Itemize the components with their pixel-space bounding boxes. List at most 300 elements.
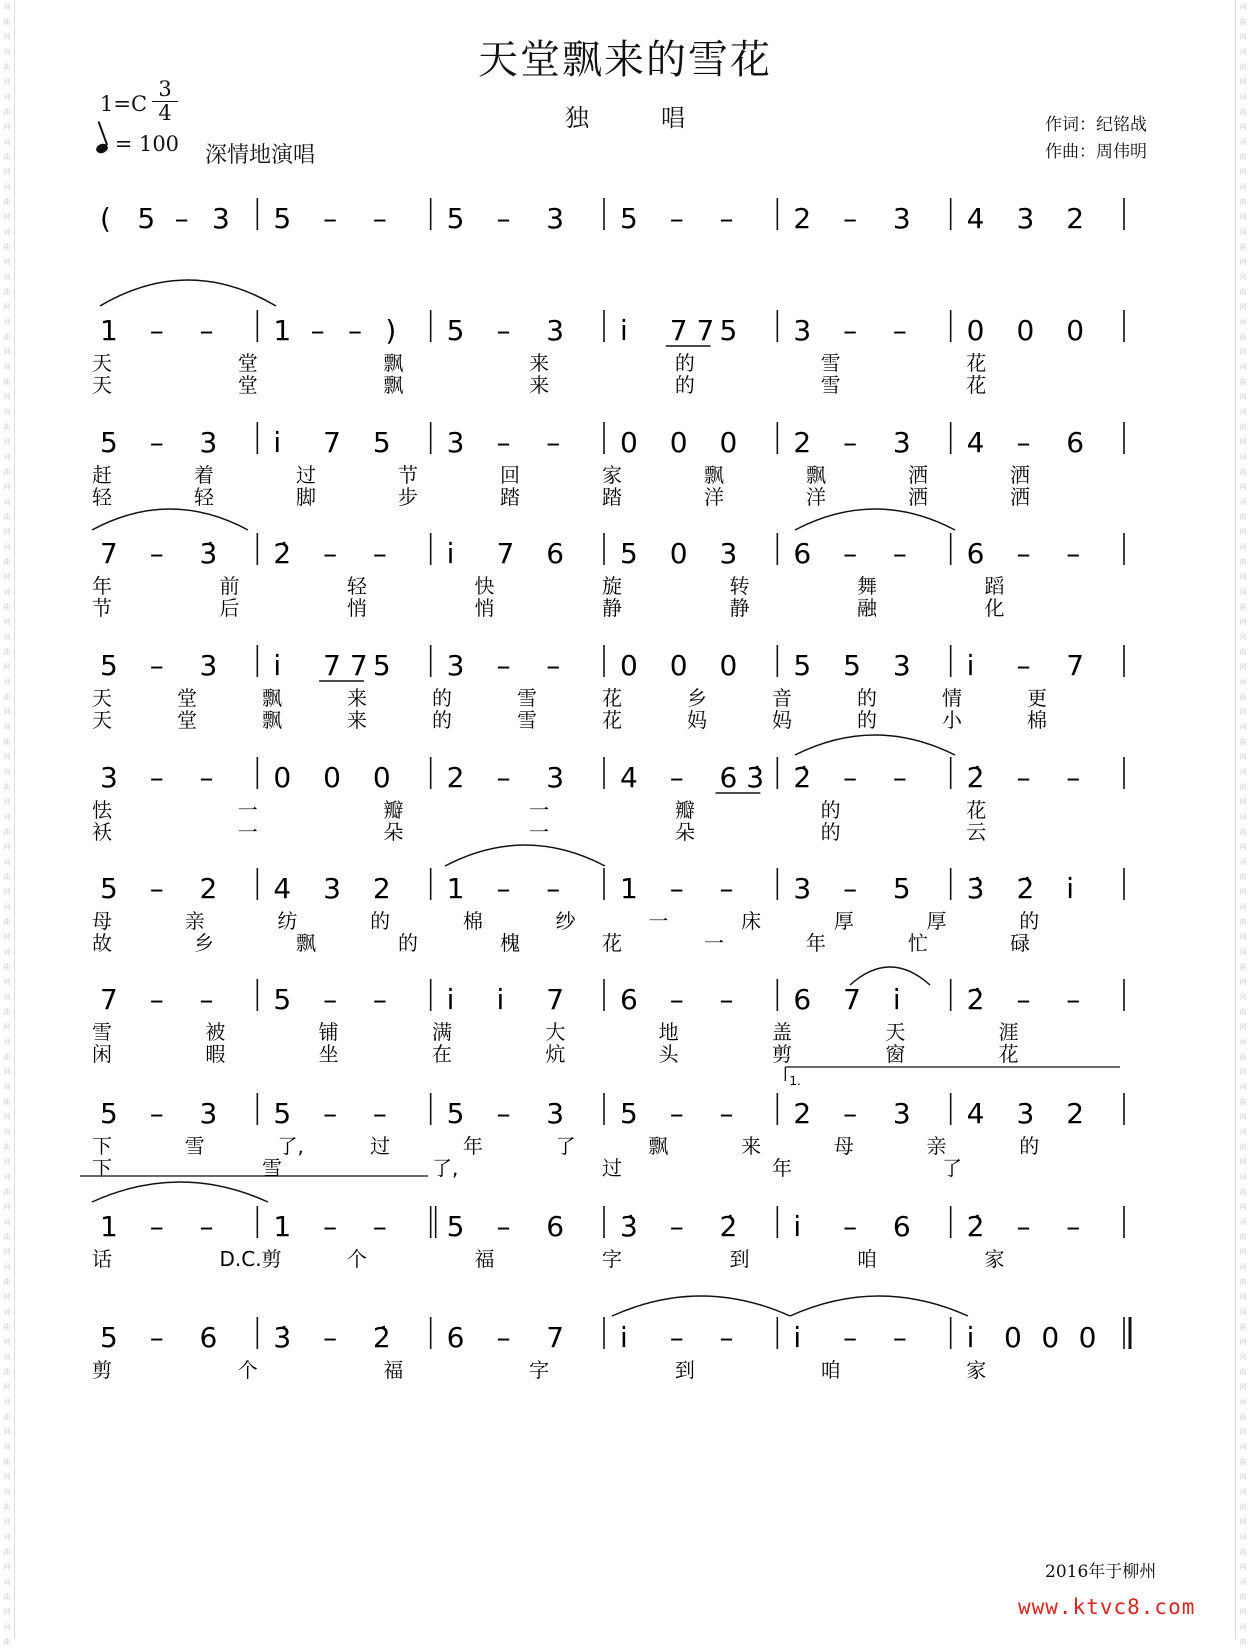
note: – bbox=[669, 761, 684, 794]
lyric-verse-1: 花 bbox=[966, 798, 987, 822]
lyric-verse-2: 堂 bbox=[237, 373, 258, 397]
note: 0 bbox=[1016, 314, 1035, 347]
note: – bbox=[892, 1321, 907, 1354]
lyric-verse-1: 盖 bbox=[772, 1020, 792, 1044]
note: 5 bbox=[446, 202, 465, 235]
lyric-verse-1: 雪 bbox=[184, 1134, 205, 1158]
note: 0 bbox=[372, 761, 391, 794]
lyric-verse-2: 朵 bbox=[674, 820, 695, 844]
note: – bbox=[149, 872, 164, 905]
note: 0 bbox=[1004, 1321, 1022, 1354]
note: 2 bbox=[1066, 1097, 1085, 1130]
note: – bbox=[496, 1097, 511, 1130]
note: 0 bbox=[966, 314, 985, 347]
note: – bbox=[719, 1321, 734, 1354]
footer-note: 2016年于柳州 bbox=[1045, 1562, 1157, 1582]
note: – bbox=[149, 983, 164, 1016]
note: – bbox=[348, 314, 362, 347]
lyric-verse-1: 厚 bbox=[926, 909, 947, 933]
note: – bbox=[496, 426, 511, 459]
note: i̇ bbox=[273, 649, 282, 682]
note: 2 bbox=[793, 202, 812, 235]
lyric-verse-1: 洒 bbox=[908, 463, 928, 487]
note: 5 bbox=[273, 983, 292, 1016]
lyric-verse-2: 的 bbox=[820, 820, 841, 844]
note: 1 bbox=[100, 1210, 118, 1243]
note: 0 bbox=[719, 426, 738, 459]
note: 7 7 bbox=[669, 314, 715, 347]
tie bbox=[92, 1182, 268, 1202]
note: – bbox=[669, 983, 684, 1016]
note: – bbox=[149, 1321, 164, 1354]
note: – bbox=[892, 761, 907, 794]
lyric-verse-1: 前 bbox=[219, 574, 240, 598]
note: 7 bbox=[100, 983, 118, 1016]
lyric-verse-1: 咱 bbox=[857, 1247, 877, 1271]
lyric-verse-1: 更 bbox=[1027, 686, 1047, 710]
note: 6 bbox=[966, 537, 985, 570]
lyric-verse-1: 纱 bbox=[555, 909, 576, 933]
note: 3̇ bbox=[966, 872, 985, 905]
lyric-verse-2: 朵 bbox=[383, 820, 404, 844]
lyric-verse-1: 飘 bbox=[262, 686, 282, 710]
note: – bbox=[719, 872, 734, 905]
note: 4 bbox=[273, 872, 292, 905]
lyric-verse-2: 步 bbox=[398, 485, 418, 509]
note: 3 bbox=[793, 314, 812, 347]
lyric-verse-2: 过 bbox=[602, 1156, 622, 1180]
note: – bbox=[372, 202, 387, 235]
lyric-verse-1: 铺 bbox=[318, 1020, 339, 1044]
lyric-verse-1: 着 bbox=[194, 463, 214, 487]
note: – bbox=[1066, 537, 1081, 570]
note: 7 bbox=[843, 983, 861, 1016]
note: 3 bbox=[892, 649, 911, 682]
lyric-verse-1: 的 bbox=[820, 798, 841, 822]
lyric-verse-1: 过 bbox=[296, 463, 316, 487]
lyric-verse-2: 洒 bbox=[1010, 485, 1030, 509]
lyric-verse-2: 忙 bbox=[908, 931, 928, 955]
lyric-verse-1: 家 bbox=[984, 1247, 1005, 1271]
note: 7 bbox=[496, 537, 515, 570]
lyric-verse-1: 被 bbox=[205, 1020, 226, 1044]
lyric-verse-2: 暇 bbox=[205, 1042, 226, 1066]
note: 6 bbox=[793, 983, 812, 1016]
note: – bbox=[199, 314, 214, 347]
lyric-verse-1: 飘 bbox=[704, 463, 724, 487]
note: i̇ bbox=[620, 1321, 628, 1354]
note: 0 bbox=[669, 537, 688, 570]
lyric-verse-2: 悄 bbox=[347, 596, 367, 620]
note: – bbox=[496, 761, 511, 794]
note: 2 bbox=[372, 872, 391, 905]
lyric-verse-2: 踏 bbox=[602, 485, 622, 509]
note: 6 bbox=[620, 983, 638, 1016]
note: 5 bbox=[100, 426, 118, 459]
note: i̇ bbox=[966, 1321, 975, 1354]
note: 5 bbox=[620, 1097, 638, 1130]
lyric-verse-1: 的 bbox=[674, 351, 695, 375]
note: i̇ bbox=[966, 649, 975, 682]
lyric-verse-2: 后 bbox=[219, 596, 240, 620]
lyric-verse-1: 的 bbox=[370, 909, 391, 933]
lyric-verse-1: 涯 bbox=[998, 1020, 1019, 1044]
lyric-verse-2: 碌 bbox=[1010, 931, 1030, 955]
note: 3 bbox=[446, 649, 465, 682]
note: – bbox=[149, 537, 164, 570]
lyric-verse-1: 母 bbox=[833, 1134, 854, 1158]
note: 6 bbox=[793, 537, 812, 570]
lyric-verse-1: 大 bbox=[545, 1020, 566, 1044]
lyric-verse-2: 年 bbox=[772, 1156, 792, 1180]
note: – bbox=[669, 1097, 684, 1130]
note: – bbox=[372, 983, 387, 1016]
note: 7 bbox=[546, 1321, 565, 1354]
lyric-verse-1: 满 bbox=[432, 1020, 452, 1044]
lyric-verse-2: 剪 bbox=[772, 1042, 792, 1066]
lyric-verse-1: 情 bbox=[942, 686, 962, 710]
lyric-verse-1: 轻 bbox=[347, 574, 367, 598]
lyric-verse-1: 堂 bbox=[237, 351, 258, 375]
note: 6 bbox=[546, 1210, 565, 1243]
lyric-verse-2: 雪 bbox=[517, 708, 537, 732]
lyric-verse-2: 花 bbox=[998, 1042, 1019, 1066]
lyric-verse-1: 一 bbox=[237, 798, 258, 822]
lyric-verse-1: 瓣 bbox=[383, 798, 404, 822]
lyric-verse-1: 的 bbox=[1019, 909, 1040, 933]
note: – bbox=[719, 1097, 734, 1130]
lyric-verse-2: 棉 bbox=[1027, 708, 1047, 732]
time-signature-bottom: 4 bbox=[152, 101, 178, 125]
note: 2 bbox=[793, 1097, 812, 1130]
lyric-verse-1: 花 bbox=[966, 351, 987, 375]
lyric-verse-1: 的 bbox=[432, 686, 452, 710]
lyric-verse-1: 床 bbox=[741, 909, 762, 933]
note: 3 bbox=[212, 202, 230, 235]
lyric-verse-1: 旋 bbox=[602, 574, 622, 598]
note: 5 bbox=[100, 1321, 118, 1354]
lyric-verse-1: 过 bbox=[370, 1134, 391, 1158]
note: – bbox=[199, 983, 214, 1016]
lyric-verse-1: 转 bbox=[729, 574, 750, 598]
lyric-verse-1: 家 bbox=[602, 463, 622, 487]
lyric-verse-1: 乡 bbox=[687, 686, 707, 710]
lyric-verse-1: 飘 bbox=[383, 351, 404, 375]
lyric-verse-1: 雪 bbox=[820, 351, 841, 375]
note: – bbox=[1016, 983, 1031, 1016]
lyric-verse-1: 棉 bbox=[462, 909, 483, 933]
note: – bbox=[843, 1210, 858, 1243]
note: – bbox=[496, 1321, 511, 1354]
note: 7 bbox=[546, 983, 565, 1016]
note: 0 bbox=[620, 649, 638, 682]
note: 7 bbox=[1066, 649, 1085, 682]
note: 2̇ bbox=[1016, 872, 1035, 905]
lyric-verse-2: 下 bbox=[92, 1156, 112, 1180]
lyric-verse-1: 的 bbox=[857, 686, 877, 710]
note: – bbox=[892, 314, 907, 347]
lyric-verse-2: 雪 bbox=[262, 1156, 282, 1180]
lyric-verse-1: 母 bbox=[92, 909, 112, 933]
note: 3̇ bbox=[273, 1321, 292, 1354]
note: – bbox=[174, 202, 189, 235]
lyric-verse-1: 回 bbox=[500, 463, 520, 487]
note: 6 bbox=[892, 1210, 911, 1243]
lyric-verse-1: 福 bbox=[474, 1247, 495, 1271]
note: 3 bbox=[892, 1097, 911, 1130]
lyric-verse-2: 的 bbox=[398, 931, 418, 955]
lyric-verse-1: 飘 bbox=[806, 463, 826, 487]
note: 4 bbox=[966, 202, 985, 235]
note: 6 bbox=[546, 537, 565, 570]
left-watermark-strip: 词 曲 网 词 曲 网 词 曲 网 词 曲 网 词 曲 网 词 曲 网 词 曲 网 词 曲 网 词 曲 网 词 曲 网 词 曲 网 词 曲 网 词 曲 网 词 曲 网 词 曲 网 词 曲 网 词 曲 网 词 曲 网 词 曲 网 词 曲 网 词 曲 网 词 曲 网 词 曲 网 词 曲 网 词 曲 网 词 曲 网 词 曲 网 词 曲 网 词 曲 网 词 曲 网 词 曲 网 词 曲 网 词 曲 网 词 曲 网 词 曲 网 词 曲 网 词 曲 bbox=[0, 0, 15, 1639]
note: i̇ bbox=[446, 537, 455, 570]
tie bbox=[790, 1296, 968, 1316]
note: i̇ bbox=[273, 426, 282, 459]
lyric-verse-2: 融 bbox=[857, 596, 877, 620]
lyric-verse-2: 一 bbox=[529, 820, 550, 844]
lyricist-credit: 作词：纪铭战 bbox=[1045, 115, 1147, 135]
lyric-verse-2: 窗 bbox=[885, 1042, 906, 1066]
lyric-verse-1: 怯 bbox=[92, 798, 112, 822]
lyric-verse-2: 花 bbox=[602, 708, 622, 732]
note: 2̇ bbox=[966, 1210, 985, 1243]
lyric-verse-1: 了 bbox=[555, 1134, 576, 1158]
lyric-verse-1: 剪 bbox=[92, 1358, 112, 1382]
lyric-verse-1: 亲 bbox=[926, 1134, 947, 1158]
note: – bbox=[719, 202, 734, 235]
lyric-verse-2: 静 bbox=[729, 596, 750, 620]
tie bbox=[100, 280, 276, 306]
note: – bbox=[372, 1210, 387, 1243]
lyric-verse-2: 了 bbox=[942, 1156, 962, 1180]
note: 6 bbox=[446, 1321, 465, 1354]
note: – bbox=[496, 872, 511, 905]
song-title: 天堂飘来的雪花 bbox=[478, 37, 772, 83]
lyric-verse-1: 的 bbox=[1019, 1134, 1040, 1158]
right-watermark-strip: 词 曲 网 词 曲 网 词 曲 网 词 曲 网 词 曲 网 词 曲 网 词 曲 网 词 曲 网 词 曲 网 词 曲 网 词 曲 网 词 曲 网 词 曲 网 词 曲 网 词 曲 网 词 曲 网 词 曲 网 词 曲 网 词 曲 网 词 曲 网 词 曲 网 词 曲 网 词 曲 网 词 曲 网 词 曲 网 词 曲 网 词 曲 网 词 曲 网 词 曲 网 词 曲 网 词 曲 网 词 曲 网 词 曲 网 词 曲 网 词 曲 网 词 曲 网 词 曲 bbox=[1235, 0, 1250, 1639]
note: – bbox=[149, 426, 164, 459]
lyric-verse-2: 云 bbox=[966, 820, 987, 844]
note: – bbox=[669, 202, 684, 235]
lyric-verse-2: 来 bbox=[347, 708, 367, 732]
lyric-verse-2: 洋 bbox=[806, 485, 826, 509]
note: – bbox=[546, 426, 561, 459]
note: 4 bbox=[966, 426, 985, 459]
note: – bbox=[1016, 537, 1031, 570]
note: 5 bbox=[100, 1097, 118, 1130]
lyric-verse-2: 闲 bbox=[92, 1042, 112, 1066]
note: i̇ bbox=[496, 983, 505, 1016]
lyric-verse-1: 赶 bbox=[92, 463, 112, 487]
note: – bbox=[546, 872, 561, 905]
note: 0 bbox=[669, 649, 688, 682]
lyric-verse-1: 到 bbox=[729, 1247, 750, 1271]
note: – bbox=[149, 1097, 164, 1130]
lyric-verse-2: 堂 bbox=[177, 708, 197, 732]
note: – bbox=[323, 1097, 338, 1130]
note: – bbox=[843, 1321, 858, 1354]
lyric-verse-1: 雪 bbox=[92, 1020, 112, 1044]
lyric-verse-2: 洒 bbox=[908, 485, 928, 509]
lyric-verse-2: 轻 bbox=[194, 485, 214, 509]
note: – bbox=[1016, 761, 1031, 794]
note: – bbox=[323, 983, 338, 1016]
note: 2 bbox=[1066, 202, 1085, 235]
note: ( bbox=[100, 202, 111, 235]
note: – bbox=[149, 314, 164, 347]
note: – bbox=[496, 649, 511, 682]
note: – bbox=[1016, 1210, 1031, 1243]
note: – bbox=[669, 1321, 684, 1354]
note: 2̇ bbox=[966, 761, 985, 794]
lyric-verse-2: 悄 bbox=[474, 596, 495, 620]
note: – bbox=[149, 761, 164, 794]
lyric-verse-1: 洒 bbox=[1010, 463, 1030, 487]
note: 0 bbox=[620, 426, 638, 459]
note: i̇ bbox=[793, 1210, 802, 1243]
performance-type: 独 唱 bbox=[565, 104, 685, 132]
lyric-verse-1: 亲 bbox=[184, 909, 205, 933]
tie bbox=[445, 845, 605, 866]
lyric-verse-1: 音 bbox=[772, 686, 792, 710]
lyric-verse-1: 雪 bbox=[517, 686, 537, 710]
lyric-verse-1: 花 bbox=[602, 686, 622, 710]
note: 3 bbox=[1016, 1097, 1035, 1130]
note: – bbox=[719, 983, 734, 1016]
note: – bbox=[496, 202, 511, 235]
lyric-verse-1: 天 bbox=[885, 1020, 906, 1044]
note: – bbox=[843, 202, 858, 235]
note: i̇ bbox=[620, 314, 628, 347]
note: 5 bbox=[446, 1097, 465, 1130]
note: – bbox=[1066, 761, 1081, 794]
note: – bbox=[323, 1210, 338, 1243]
lyric-verse-1: 字 bbox=[529, 1358, 550, 1382]
lyric-verse-1: 节 bbox=[398, 463, 418, 487]
note: 1 bbox=[620, 872, 638, 905]
note: i̇ bbox=[1066, 872, 1075, 905]
note: 5 bbox=[100, 872, 118, 905]
note: – bbox=[149, 1210, 164, 1243]
lyric-verse-1: 快 bbox=[474, 574, 495, 598]
lyric-verse-2: 飘 bbox=[383, 373, 404, 397]
note: i̇ bbox=[892, 983, 901, 1016]
note: 5 bbox=[719, 314, 738, 347]
expression-marking: 深情地演唱 bbox=[205, 143, 316, 168]
lyric-verse-2: 槐 bbox=[500, 931, 520, 955]
lyric-verse-1: 来 bbox=[741, 1134, 762, 1158]
lyric-verse-2: 炕 bbox=[545, 1042, 566, 1066]
note: – bbox=[199, 1210, 214, 1243]
lyric-verse-2: 的 bbox=[432, 708, 452, 732]
note: – bbox=[843, 537, 858, 570]
note: 3 bbox=[100, 761, 118, 794]
note: 3 bbox=[199, 649, 218, 682]
lyric-verse-2: 乡 bbox=[194, 931, 214, 955]
lyric-verse-1: 字 bbox=[602, 1247, 622, 1271]
lyric-verse-2: 洋 bbox=[704, 485, 724, 509]
note: i̇ bbox=[446, 983, 455, 1016]
lyric-verse-1: 年 bbox=[462, 1134, 483, 1158]
lyric-verse-1: 天 bbox=[92, 686, 112, 710]
note: 3 bbox=[892, 202, 911, 235]
lyric-verse-1: 咱 bbox=[820, 1358, 841, 1382]
note: 3 bbox=[199, 426, 218, 459]
note: 0 bbox=[1066, 314, 1085, 347]
note: 3 bbox=[546, 1097, 565, 1130]
note: – bbox=[1016, 426, 1031, 459]
note: 3 bbox=[323, 872, 341, 905]
note: 0 bbox=[323, 761, 341, 794]
note: 3 bbox=[1016, 202, 1035, 235]
lyric-verse-2: 化 bbox=[984, 596, 1005, 620]
note: – bbox=[149, 649, 164, 682]
note: 2 bbox=[793, 426, 812, 459]
lyric-verse-1: 天 bbox=[92, 351, 112, 375]
note: 5 bbox=[620, 537, 638, 570]
note: 5 bbox=[446, 314, 465, 347]
lyric-verse-2: 节 bbox=[92, 596, 112, 620]
lyric-verse-2: 妈 bbox=[772, 708, 792, 732]
note: 3 bbox=[719, 537, 738, 570]
lyric-verse-2: 头 bbox=[658, 1042, 679, 1066]
note: 3 bbox=[793, 872, 812, 905]
lyric-verse-1: 到 bbox=[674, 1358, 695, 1382]
note: 3 bbox=[546, 314, 565, 347]
lyric-verse-2: 小 bbox=[942, 708, 962, 732]
note: 6 bbox=[1066, 426, 1085, 459]
note: – bbox=[323, 537, 338, 570]
note: 2̇ bbox=[793, 761, 812, 794]
note: 5 bbox=[620, 202, 638, 235]
note: 0 bbox=[1041, 1321, 1060, 1354]
tie bbox=[795, 509, 955, 530]
note: 5 bbox=[372, 649, 391, 682]
lyric-verse-1: 个 bbox=[347, 1247, 367, 1271]
note: ) bbox=[385, 314, 397, 347]
note: 7 7 bbox=[323, 649, 368, 682]
lyric-verse-2: 一 bbox=[237, 820, 258, 844]
note: 6 3̇ bbox=[719, 761, 765, 794]
note: – bbox=[843, 1097, 858, 1130]
site-watermark: www.ktvc8.com bbox=[1018, 1595, 1196, 1619]
note: – bbox=[843, 872, 858, 905]
note: 2̇ bbox=[966, 983, 985, 1016]
lyric-verse-2: 天 bbox=[92, 708, 112, 732]
note: 7 bbox=[323, 426, 341, 459]
lyric-verse-2: 了, bbox=[432, 1156, 459, 1180]
note: 3 bbox=[546, 761, 565, 794]
note: 0 bbox=[273, 761, 292, 794]
lyric-verse-1: 地 bbox=[658, 1020, 679, 1044]
lyric-verse-1: 蹈 bbox=[984, 574, 1005, 598]
lyric-verse-2: 来 bbox=[529, 373, 550, 397]
lyric-verse-2: 的 bbox=[857, 708, 877, 732]
lyric-verse-1: 了, bbox=[277, 1134, 304, 1158]
note: 5 bbox=[446, 1210, 465, 1243]
note: 5 bbox=[137, 202, 156, 235]
lyric-verse-2: 的 bbox=[674, 373, 695, 397]
note: 5 bbox=[273, 1097, 292, 1130]
note: – bbox=[1016, 649, 1031, 682]
note: 4 bbox=[620, 761, 638, 794]
lyric-verse-2: 花 bbox=[966, 373, 987, 397]
note: – bbox=[199, 761, 214, 794]
lyric-verse-1: 家 bbox=[966, 1358, 987, 1382]
note: 3 bbox=[892, 426, 911, 459]
lyric-verse-2: 踏 bbox=[500, 485, 520, 509]
